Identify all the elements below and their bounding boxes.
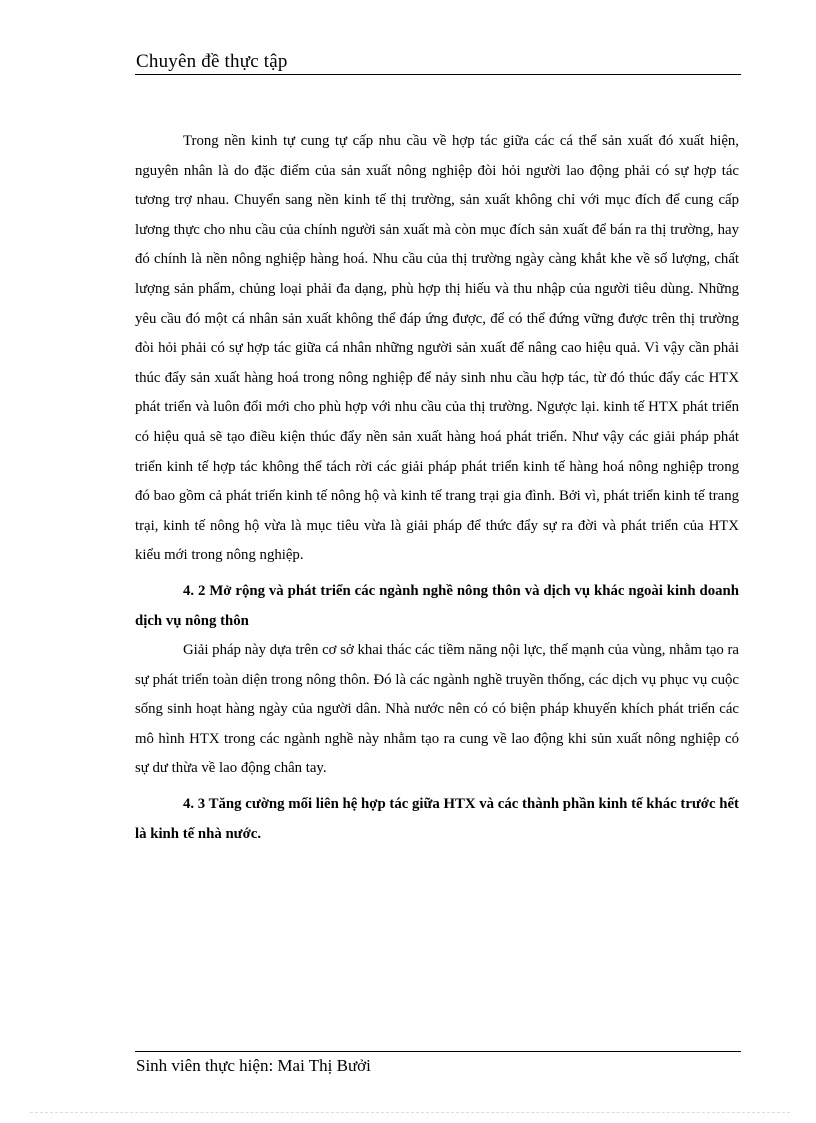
document-body bbox=[135, 127, 739, 849]
section-heading-4-3: 4. 3 Tăng cường mối liên hệ hợp tác giữa HTX và các thành phần kinh tế khác trước hết là kinh tế nhà nước. bbox=[135, 796, 739, 842]
paragraph-cooperation-needs: Trong nền kinh tự cung tự cấp nhu cầu về hợp tác giữa các cá thể sản xuất đó xuất hiện, nguyên nhân là do đặc điểm của sản xuất nông nghiệp đòi hỏi người lao động phải có sự hợp tác tương trợ nhau. Chuyển sang nền kinh tế thị trường, sản xuất không chỉ với mục đích để cung cấp lương thực cho nhu cầu của chính người sản xuất mà còn mục đích sản xuất để bán ra thị trường, hay đó chính là nền nông nghiệp hàng hoá. Nhu cầu của thị trường ngày càng khắt khe về số lượng, chất lượng sản phẩm, chủng loại phải đa dạng, phù hợp thị hiếu và thu nhập của người tiêu dùng. Những yêu cầu đó một cá nhân sản xuất không thể đáp ứng được, để có thể đứng vững được trên thị trường đòi hỏi phải có sự hợp tác giữa cá nhân những người sản xuất để nâng cao hiệu quả. Vì vậy cần phải thúc đẩy sản xuất hàng hoá trong nông nghiệp để nảy sinh nhu cầu hợp tác, từ đó thúc đẩy các HTX phát triển và luôn đổi mới cho phù hợp với nhu cầu của thị trường. Ngược lại. kinh tế HTX phát triển có hiệu quả sẽ tạo điều kiện thúc đẩy nền sản xuất hàng hoá phát triển. Như vậy các giải pháp phát triển kinh tế hợp tác không thể tách rời các giải pháp phát triển kinh tế hàng hoá nông nghiệp trong đó bao gồm cả phát triển kinh tế nông hộ và kinh tế trang trại gia đình. Bởi vì, phát triển kinh tế trang trại, kinh tế nông hộ vừa là mục tiêu vừa là giải pháp để thức đẩy sự ra đời và phát triển của HTX kiểu mới trong nông nghiệp. bbox=[135, 133, 739, 564]
footer-author: Sinh viên thực hiện: Mai Thị Bưởi bbox=[136, 1056, 371, 1075]
page-header bbox=[135, 44, 741, 75]
header-title: Chuyên đề thực tập bbox=[136, 51, 288, 72]
footer-divider bbox=[135, 1051, 741, 1052]
page-bottom-edge bbox=[30, 1112, 790, 1113]
section-heading-4-2: 4. 2 Mở rộng và phát triển các ngành nghề nông thôn và dịch vụ khác ngoài kinh doanh dịch vụ nông thôn bbox=[135, 582, 739, 629]
paragraph-rural-trades: Giải pháp này dựa trên cơ sở khai thác các tiềm năng nội lực, thế mạnh của vùng, nhằm tạo ra sự phát triển toàn diện trong nông thôn. Đó là các ngành nghề truyền thống, các dịch vụ phục vụ cuộc sống sinh hoạt hàng ngày của người dân. Nhà nước nên có có biện pháp khuyến khích phát triển các mô hình HTX trong các ngành nghề này nhằm tạo ra cung về lao động khi sủn xuất nông nghiệp có sự dư thừa về lao động chân tay. bbox=[135, 642, 739, 777]
